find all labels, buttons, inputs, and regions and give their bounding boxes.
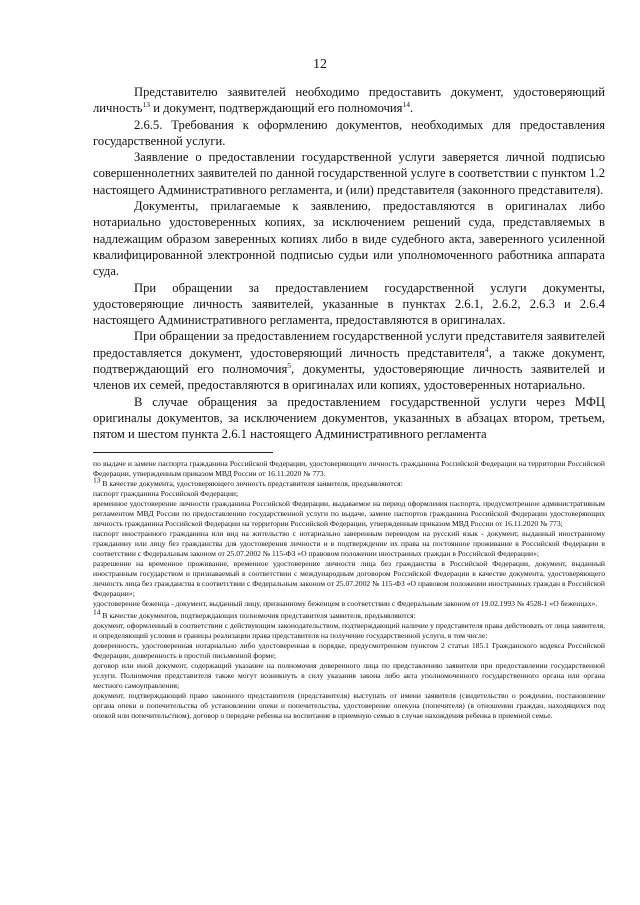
footnote-item: удостоверение беженца - документ, выданный лицу, признанному беженцем в соответствии с Федеральным законом от 19.02.1993 № 4528-1 «О беженцах». (93, 599, 598, 608)
footnote-13: $^{13}$ В качестве документа, удостоверяющего личность представителя заявителя, предъявляются: (93, 475, 403, 488)
paragraph-representative-identity: При обращении за предоставлением государственной услуги представителя заявителей предоставляется документ, удостоверяющий личность представителя$^4$, а также документ, подтверждающий его полномочия$^5$, документы, удостоверяющие личность заявителей и членов их семей, предоставляются в оригиналах или копиях, удостоверенных нотариально. (93, 329, 605, 393)
footnote-item: паспорт иностранного гражданина или вид на жительство с нотариально заверенным переводом на русский язык - документ, выданный иностранному гражданину или лицу без гражданства для удостоверения личности и в подтверждение их права на постоянное проживание в Российской Федерации в соответствии с Федеральным законом от 25.07.2002 № 115-ФЗ «О правовом положении иностранных граждан в Российской Федерации»; (93, 529, 605, 558)
footnote-item: доверенность, удостоверенная нотариально либо удостоверенная в порядке, предусмотренном пунктом 2 статьи 185.1 Гражданского кодекса Российской Федерации, доверенность в простой письменной форме; (93, 641, 605, 660)
footnotes (93, 459, 605, 721)
footnote-item: договор или иной документ, содержащий указание на полномочия доверенного лица по представлению заявителя при предоставлении государственной услуги. Полномочия представителя также могут возникнуть в силу указания закона либо акта уполномоченного государственного органа или органа местного самоуправления; (93, 661, 605, 690)
footnote-ref: 5 (287, 360, 292, 370)
paragraph-mfc: В случае обращения за предоставлением государственной услуги через МФЦ оригиналы документов, за исключением документов, указанных в абзацах втором, третьем, пятом и шестом пункта 2.6.1 настоящего Административного регламента (93, 394, 605, 442)
footnote-item: документ, оформленный в соответствии с действующим законодательством, подтверждающий наличие у представителя права действовать от лица заявителя, и определяющий условия и границы реализации права представителя на получение государственной услуги, в том числе: (93, 621, 605, 640)
paragraph-representative-docs: Представителю заявителей необходимо предоставить документ, удостоверяющий личность$^{13}$ и документ, подтверждающий его полномочия$^{14}$. (93, 85, 605, 116)
footnote-ref: 4 (484, 344, 489, 354)
footnote-divider (93, 452, 273, 453)
paragraph-section-2-6-5: 2.6.5. Требования к оформлению документов, необходимых для предоставления государственной услуги. (93, 117, 605, 148)
paragraph-originals: Документы, прилагаемые к заявлению, предоставляются в оригиналах либо нотариально удостоверенных копиях, за исключением решений суда, представляемых в надлежащим образом заверенных копиях либо в виде судебного акта, заверенного усиленной квалифицированной электронной подписью судьи или уполномоченного работника аппарата суда. (93, 199, 605, 279)
paragraph-identity-docs: При обращении за предоставлением государственной услуги документы, удостоверяющие личность заявителей, указанные в пунктах 2.6.1, 2.6.2, 2.6.3 и 2.6.4 настоящего Административного регламента, предоставляются в оригиналах. (93, 280, 605, 328)
paragraph-signature: Заявление о предоставлении государственной услуги заверяется личной подписью совершеннолетних заявителей по данной государственной услуге в соответствии с пунктом 1.2 настоящего Административного регламента, и (или) представителя (законного представителя). (93, 150, 605, 197)
footnote-item: разрешение на временное проживание, временное удостоверение личности лица без гражданства в Российской Федерации, документ, выданный иностранным государством и признаваемый в соответствии с международным договором Российской Федерации в качестве документа, удостоверяющего личность лица без гражданства в соответствии с Федеральным законом от 25.07.2002 № 115-ФЗ «О правовом положении иностранных граждан в Российской Федерации»; (93, 559, 605, 598)
page-number: 12 (313, 57, 327, 72)
footnote-ref: 13 (142, 100, 151, 110)
footnote-14: $^{14}$ В качестве документов, подтверждающих полномочия представителя заявителя, предъявляются: (93, 607, 416, 620)
footnote-ref: 14 (402, 100, 410, 110)
footnote-item: документ, подтверждающий право законного представителя (представителя) выступать от имени заявителя (свидетельство о рождении, постановление органа опеки и попечительства об установлении опеки и попечительства, удостоверение опекуна (попечителя) (в отношении граждан, находящихся под опекой или попечительством), договор о передаче ребенка на воспитание в приемную семью в случае нахождения ребенка в приемной семье. (93, 691, 605, 720)
footnote-item: временное удостоверение личности гражданина Российской Федерации, выдаваемое на период оформления паспорта, предусмотренное административным регламентом МВД России по предоставлению государственной услуги по выдаче, замене паспортов гражданина Российской Федерации удостоверяющих личность гражданина Российской Федерации на территории Российской Федерации, утвержденным приказом МВД России от 16.11.2020 № 773; (93, 499, 605, 528)
main-text (93, 84, 605, 443)
footnote-item: паспорт гражданина Российской Федерации; (93, 489, 239, 498)
footnote-continuation: по выдаче и замене паспорта гражданина Российской Федерации, удостоверяющего личность гражданина Российской Федерации на территории Российской Федерации, утвержденным приказом МВД России от 16.11.2020 № 773. (93, 459, 605, 478)
